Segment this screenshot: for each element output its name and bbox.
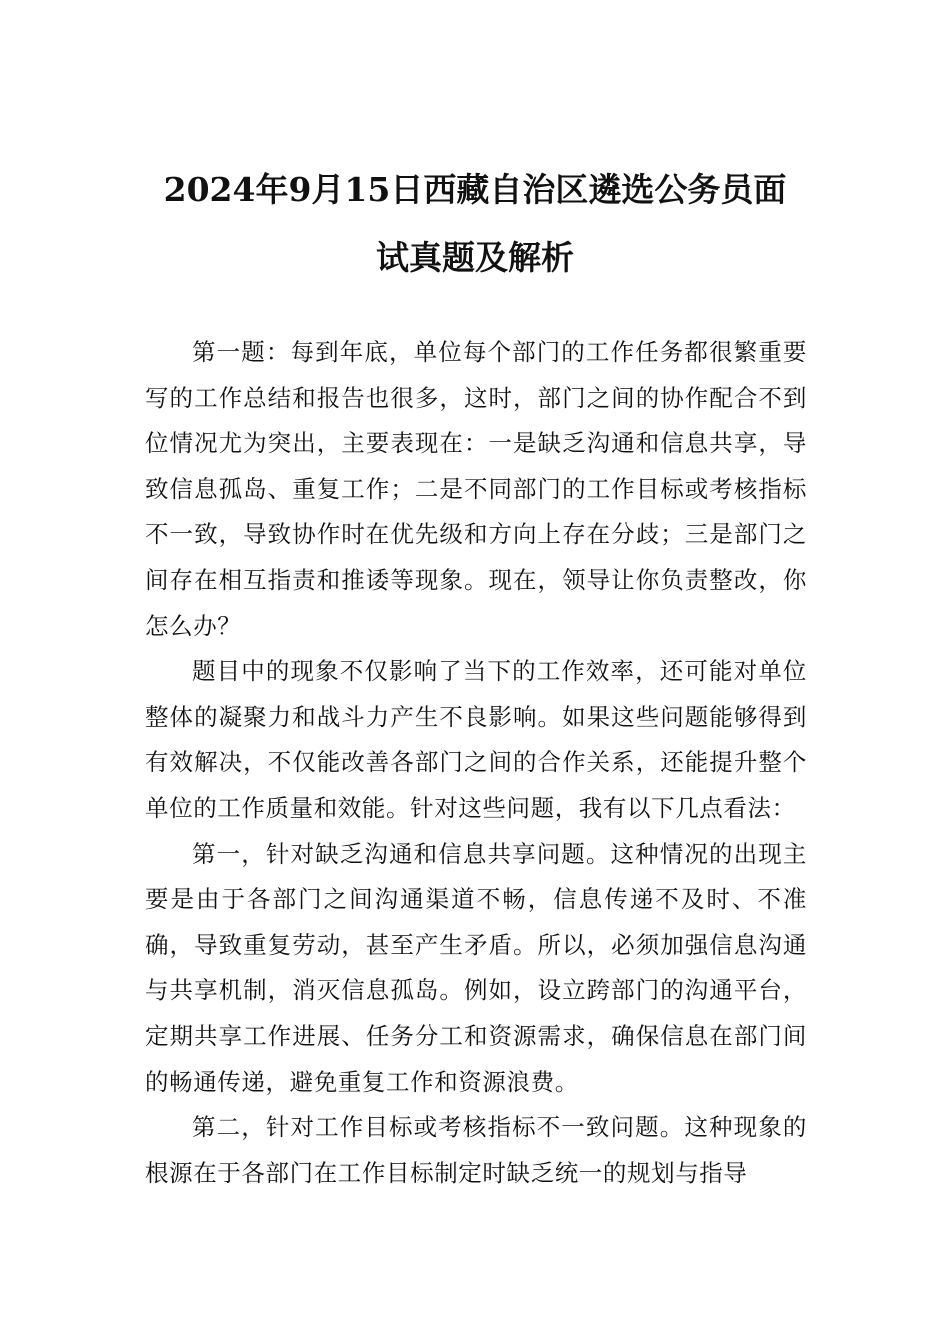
title-line-2: 试真题及解析 xyxy=(376,238,574,277)
paragraph-question-1: 第一题：每到年底，单位每个部门的工作任务都很繁重要写的工作总结和报告也很多，这时，部门之间的协作配合不到位情况尤为突出，主要表现在：一是缺乏沟通和信息共享，导致信息孤岛、重复工作；二是不同部门的工作目标或考核指标不一致，导致协作时在优先级和方向上存在分歧；三是部门之间存在相互指责和推诿等现象。现在，领导让你负责整改，你怎么办？ xyxy=(145,338,807,640)
document-body xyxy=(145,330,807,1196)
paragraph-point-1: 第一，针对缺乏沟通和信息共享问题。这种情况的出现主要是由于各部门之间沟通渠道不畅，信息传递不及时、不准确，导致重复劳动，甚至产生矛盾。所以，必须加强信息沟通与共享机制，消灭信息孤岛。例如，设立跨部门的沟通平台，定期共享工作进展、任务分工和资源需求，确保信息在部门间的畅通传递，避免重复工作和资源浪费。 xyxy=(145,839,807,1096)
paragraph-point-2: 第二，针对工作目标或考核指标不一致问题。这种现象的根源在于各部门在工作目标制定时缺乏统一的规划与指导 xyxy=(145,1113,807,1187)
title-line-1: 2024年9月15日西藏自治区遴选公务员面 xyxy=(163,170,787,209)
paragraph-intro-analysis: 题目中的现象不仅影响了当下的工作效率，还可能对单位整体的凝聚力和战斗力产生不良影响。如果这些问题能够得到有效解决，不仅能改善各部门之间的合作关系，还能提升整个单位的工作质量和效能。针对这些问题，我有以下几点看法： xyxy=(145,657,807,822)
document-title xyxy=(140,156,810,292)
